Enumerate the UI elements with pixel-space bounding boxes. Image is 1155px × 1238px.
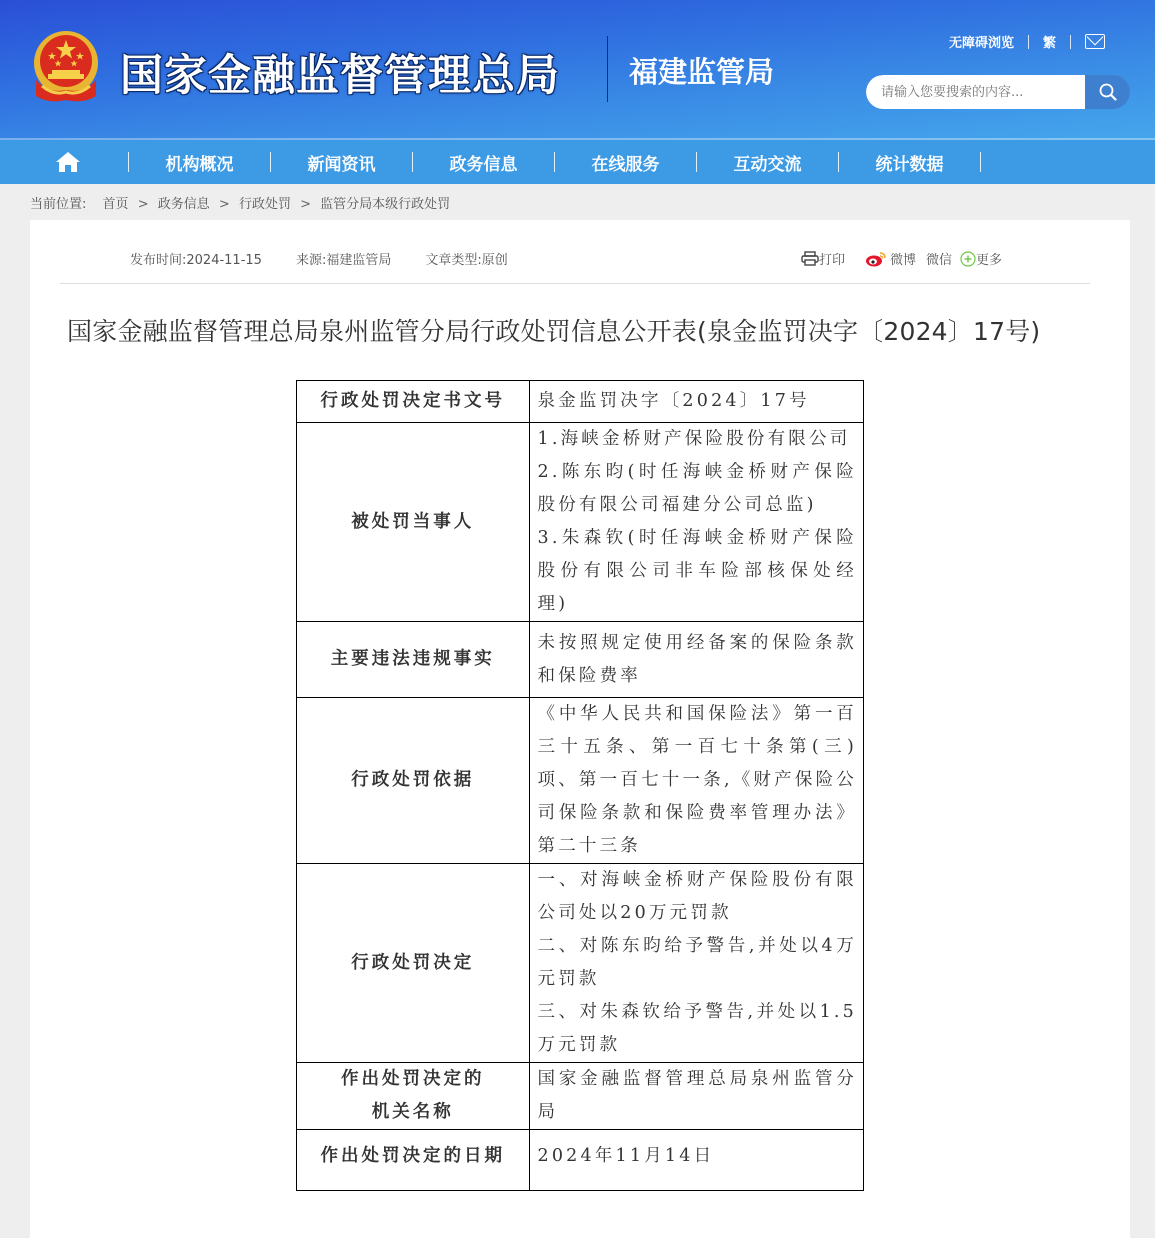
breadcrumb-separator: > xyxy=(218,197,230,212)
breadcrumb-branch-penalty[interactable]: 监管分局本级行政处罚 xyxy=(320,197,451,212)
table-row xyxy=(297,1063,864,1130)
decision-item: 三、对朱森钦给予警告,并处以1.5万元罚款 xyxy=(537,1002,857,1055)
search-button[interactable] xyxy=(1085,75,1130,109)
row-label: 行政处罚决定书文号 xyxy=(297,381,530,423)
traditional-chinese-link[interactable]: 繁 xyxy=(1042,36,1056,51)
row-label: 行政处罚决定 xyxy=(297,864,530,1063)
breadcrumb-separator: > xyxy=(137,197,149,212)
decision-date: 2024年11月14日 xyxy=(537,1146,715,1166)
penalty-info-table xyxy=(296,380,864,1191)
party-item: 1.海峡金桥财产保险股份有限公司 xyxy=(537,429,851,449)
row-label: 主要违法违规事实 xyxy=(297,622,530,698)
print-button[interactable] xyxy=(801,249,845,268)
row-value xyxy=(529,1063,864,1130)
nav-item-government-info[interactable]: 政务信息 xyxy=(449,154,518,175)
nav-divider xyxy=(980,152,981,172)
table-row xyxy=(297,381,864,423)
site-title: 国家金融监督管理总局 xyxy=(120,51,560,101)
row-label xyxy=(297,1063,530,1130)
row-value xyxy=(529,423,864,622)
accessibility-link[interactable]: 无障碍浏览 xyxy=(948,36,1014,51)
search-box xyxy=(866,75,1130,109)
weibo-share-button[interactable] xyxy=(865,249,916,268)
printer-icon xyxy=(801,251,819,266)
nav-item-statistics[interactable]: 统计数据 xyxy=(875,154,944,175)
decision-number: 泉金监罚决字〔2024〕17号 xyxy=(537,391,810,411)
nav-item-online-services[interactable]: 在线服务 xyxy=(591,154,660,175)
article-container xyxy=(30,220,1130,1238)
breadcrumb-separator: > xyxy=(300,197,311,212)
decision-item: 二、对陈东昀给予警告,并处以4万元罚款 xyxy=(537,936,857,989)
article-source: 来源:福建监管局 xyxy=(295,253,392,268)
plus-circle-icon xyxy=(960,251,976,267)
nav-item-interaction[interactable]: 互动交流 xyxy=(733,154,802,175)
top-links xyxy=(949,32,1105,51)
nav-item-news[interactable]: 新闻资讯 xyxy=(307,154,376,175)
link-divider xyxy=(1028,35,1029,49)
print-label: 打印 xyxy=(819,253,846,268)
branch-title: 福建监管局 xyxy=(629,55,775,89)
title-divider xyxy=(607,36,608,102)
row-label: 行政处罚依据 xyxy=(297,698,530,864)
breadcrumb-home[interactable]: 首页 xyxy=(102,197,129,212)
national-emblem-icon[interactable] xyxy=(30,30,102,104)
more-share-button[interactable] xyxy=(960,249,1002,268)
label-line: 作出处罚决定的 xyxy=(341,1069,485,1089)
party-item: 2.陈东昀(时任海峡金桥财产保险股份有限公司福建分公司总监) xyxy=(537,462,857,515)
decision-item: 一、对海峡金桥财产保险股份有限公司处以20万元罚款 xyxy=(537,870,857,923)
search-input[interactable] xyxy=(866,75,1085,109)
wechat-share-button[interactable]: 微信 xyxy=(926,253,953,268)
meta-divider xyxy=(60,283,1090,284)
share-bar xyxy=(801,249,1002,268)
publish-time: 发布时间:2024-11-15 xyxy=(130,253,262,268)
row-value xyxy=(529,698,864,864)
row-value xyxy=(529,864,864,1063)
penalty-basis: 《中华人民共和国保险法》第一百三十五条、第一百七十条第(三)项、第一百七十一条,《财产保险公司保险条款和保险费率管理办法》第二十三条 xyxy=(537,704,857,856)
breadcrumb-government-info[interactable]: 政务信息 xyxy=(157,197,210,212)
site-header xyxy=(0,0,1155,140)
breadcrumb xyxy=(30,193,450,212)
article-title: 国家金融监督管理总局泉州监管分局行政处罚信息公开表(泉金监罚决字〔2024〕17号) xyxy=(67,317,1041,346)
table-row xyxy=(297,622,864,698)
label-line: 机关名称 xyxy=(371,1102,454,1122)
weibo-label: 微博 xyxy=(890,253,917,268)
mail-icon[interactable] xyxy=(1085,34,1105,49)
table-row xyxy=(297,698,864,864)
row-value xyxy=(529,622,864,698)
main-nav xyxy=(0,140,1155,184)
article-type: 文章类型:原创 xyxy=(425,253,508,268)
link-divider xyxy=(1070,35,1071,49)
home-icon xyxy=(55,151,81,173)
row-label: 作出处罚决定的日期 xyxy=(297,1130,530,1191)
more-label: 更多 xyxy=(976,253,1003,268)
table-row xyxy=(297,864,864,1063)
row-label: 被处罚当事人 xyxy=(297,423,530,622)
breadcrumb-label: 当前位置: xyxy=(30,197,87,212)
table-row xyxy=(297,423,864,622)
search-icon xyxy=(1099,83,1117,101)
nav-home[interactable] xyxy=(0,151,128,173)
nav-item-about[interactable]: 机构概况 xyxy=(165,154,234,175)
party-item: 3.朱森钦(时任海峡金桥财产保险股份有限公司非车险部核保处经理) xyxy=(537,528,857,614)
weibo-icon xyxy=(865,250,887,267)
row-value xyxy=(529,1130,864,1191)
table-row xyxy=(297,1130,864,1191)
breadcrumb-administrative-penalty[interactable]: 行政处罚 xyxy=(238,197,291,212)
row-value xyxy=(529,381,864,423)
article-meta xyxy=(130,249,508,268)
violation-facts: 未按照规定使用经备案的保险条款和保险费率 xyxy=(537,632,857,686)
authority-name: 国家金融监督管理总局泉州监管分局 xyxy=(537,1069,857,1122)
